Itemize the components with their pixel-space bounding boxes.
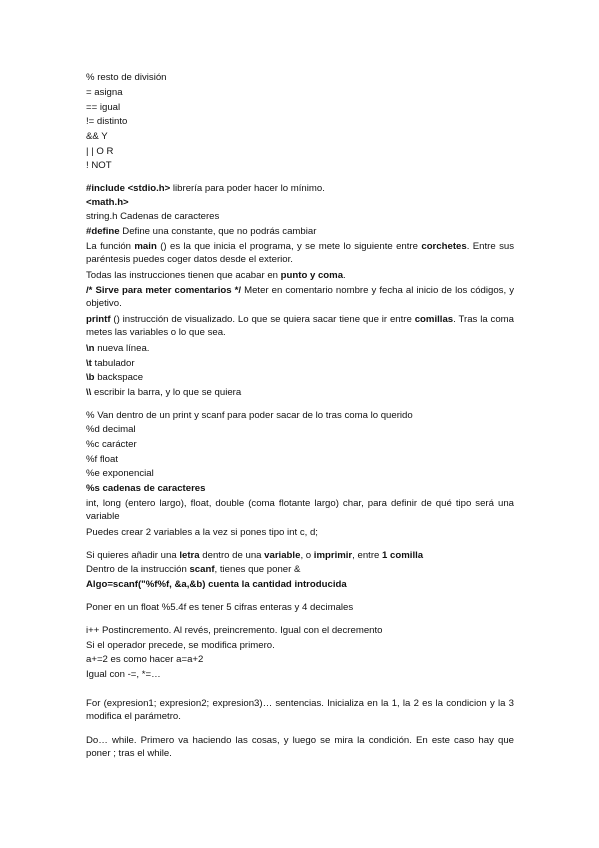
- text-run: Todas las instrucciones tienen que acabar en: [86, 270, 281, 281]
- text-run: La función: [86, 241, 135, 252]
- bold-run: Algo=scanf("%f%f, &a,&b) cuenta la cantidad introducida: [86, 579, 347, 590]
- bold-run: comillas: [414, 314, 454, 325]
- text-run: , o: [300, 550, 314, 561]
- operator-line: | | O R: [86, 146, 114, 157]
- vars-line: Puedes crear 2 variables a la vez si pones tipo int c, d;: [86, 527, 318, 538]
- text-run: .: [343, 270, 346, 281]
- bold-run: main: [134, 241, 157, 252]
- bold-run: /* Sirve para meter comentarios */: [86, 285, 242, 296]
- define-directive: #define: [86, 226, 120, 237]
- incr-line: Si el operador precede, se modifica primero.: [86, 640, 275, 651]
- types-paragraph: int, long (entero largo), float, double (coma flotante largo) char, para definir de qué tipo será una variable: [86, 498, 514, 523]
- text-run: . Entre sus paréntesis puedes coger datos desde el exterior.: [86, 241, 514, 266]
- bold-run: corchetes: [421, 241, 467, 252]
- format-line-bold: [86, 483, 205, 495]
- math-header: <math.h>: [86, 197, 129, 208]
- format-line: %c carácter: [86, 439, 137, 450]
- format-line: %f float: [86, 454, 118, 465]
- escape-line: [86, 358, 135, 370]
- incr-line: a+=2 es como hacer a=a+2: [86, 654, 204, 665]
- define-line: [86, 226, 316, 238]
- escape-line: [86, 372, 143, 384]
- text-run: , tienes que poner &: [214, 564, 301, 575]
- escape-line: [86, 343, 149, 355]
- main-paragraph: [86, 240, 514, 267]
- include-math-line: [86, 197, 129, 209]
- define-desc: Define una constante, que no podrás cambiar: [119, 226, 317, 237]
- text-run: Si quieres añadir una: [86, 550, 180, 561]
- escape-code: \t: [86, 358, 92, 369]
- bold-run: variable: [264, 550, 301, 561]
- float-line: Poner en un float %5.4f es tener 5 cifras enteras y 4 decimales: [86, 602, 354, 613]
- operator-line: != distinto: [86, 116, 128, 127]
- escape-code: \n: [86, 343, 95, 354]
- escape-line: [86, 387, 241, 399]
- comment-paragraph: [86, 284, 514, 311]
- text-run: , entre: [352, 550, 383, 561]
- include-directive: #include <stdio.h>: [86, 183, 171, 194]
- bold-run: punto y coma: [280, 270, 344, 281]
- scanf-line: [86, 564, 300, 576]
- for-paragraph: For (expresion1; expresion2; expresion3)… sentencias. Inicializa en la 1, la 2 es la condicion y la 3 modifica el parámetro.: [86, 698, 514, 723]
- printf-paragraph: [86, 313, 514, 340]
- incr-line: i++ Postincremento. Al revés, preincremento. Igual con el decremento: [86, 625, 383, 636]
- algo-line: [86, 579, 347, 591]
- escape-code: \b: [86, 372, 95, 383]
- format-line: %e exponencial: [86, 468, 154, 479]
- instructions-line: [86, 270, 346, 282]
- include-desc: librería para poder hacer lo mínimo.: [170, 183, 325, 194]
- text-run: . Tras la coma metes las variables o lo que sea.: [86, 314, 514, 339]
- operator-line: && Y: [86, 131, 108, 142]
- escape-desc: backspace: [94, 372, 144, 383]
- bold-run: %s cadenas de caracteres: [86, 483, 206, 494]
- bold-run: letra: [179, 550, 200, 561]
- bold-run: imprimir: [313, 550, 353, 561]
- escape-code: \\: [86, 387, 92, 398]
- format-line: %d decimal: [86, 424, 136, 435]
- bold-run: 1 comilla: [382, 550, 424, 561]
- operator-line: % resto de división: [86, 72, 167, 83]
- text-run: Meter en comentario nombre y fecha al inicio de los códigos, y objetivo.: [86, 285, 514, 310]
- formats-intro: % Van dentro de un print y scanf para poder sacar de lo tras coma lo querido: [86, 410, 413, 421]
- dowhile-paragraph: Do… while. Primero va haciendo las cosas, y luego se mira la condición. En este caso hay que poner ; tras el while.: [86, 735, 514, 760]
- include-stdio-line: [86, 183, 325, 195]
- bold-run: printf: [86, 314, 111, 325]
- text-run: dentro de una: [199, 550, 265, 561]
- incr-line: Igual con -=, *=…: [86, 669, 161, 680]
- escape-desc: tabulador: [91, 358, 135, 369]
- text-run: Dentro de la instrucción: [86, 564, 190, 575]
- string-line: string.h Cadenas de caracteres: [86, 211, 220, 222]
- text-run: () es la que inicia el programa, y se mete lo siguiente entre: [156, 241, 422, 252]
- operator-line: ! NOT: [86, 160, 112, 171]
- operator-line: == igual: [86, 102, 121, 113]
- bold-run: scanf: [189, 564, 215, 575]
- text-run: () instrucción de visualizado. Lo que se quiera sacar tiene que ir entre: [110, 314, 415, 325]
- escape-desc: nueva línea.: [94, 343, 150, 354]
- operator-line: = asigna: [86, 87, 123, 98]
- escape-desc: escribir la barra, y lo que se quiera: [91, 387, 242, 398]
- letter-line: [86, 550, 423, 562]
